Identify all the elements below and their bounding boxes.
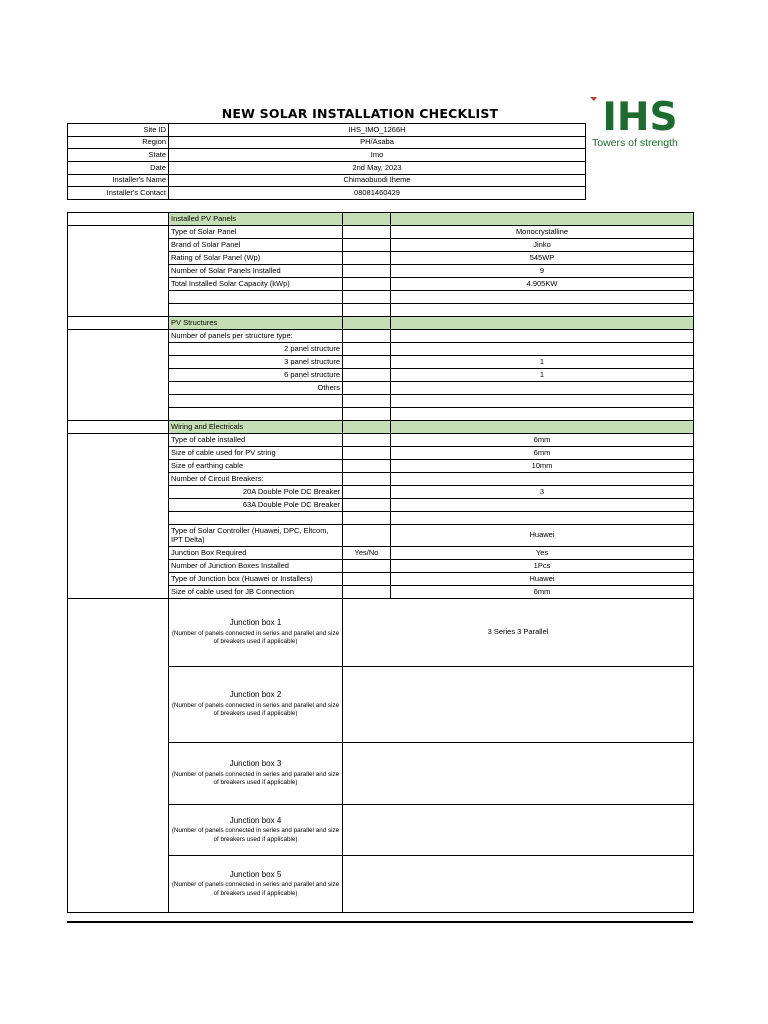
three-panel-structure-label: 3 panel structure xyxy=(169,356,343,369)
junction-box-2-label xyxy=(169,667,343,743)
panel-brand-label: Brand of Solar Panel xyxy=(169,239,343,252)
earthing-cable-value: 10mm xyxy=(391,460,694,473)
junction-box-note: (Number of panels connected in series and parallel and size of breakers used if applicable) xyxy=(171,629,340,646)
jb-count-value: 1Pcs xyxy=(391,560,694,573)
solar-controller-label: Type of Solar Controller (Huawei, DPC, Eltcom, IPT Delta) xyxy=(169,525,343,547)
installer-name-value: Chimaobuodi Iheme xyxy=(169,174,586,187)
panel-capacity-value: 4.905KW xyxy=(391,278,694,291)
six-panel-structure-value: 1 xyxy=(391,369,694,382)
pv-panels-header: Installed PV Panels xyxy=(169,213,343,226)
jb-required-hint: Yes/No xyxy=(343,547,391,560)
breaker-20a-label: 20A Double Pole DC Breaker xyxy=(169,486,343,499)
site-info-table xyxy=(67,123,586,200)
pv-string-cable-value: 6mm xyxy=(391,447,694,460)
junction-box-3-label xyxy=(169,743,343,805)
jb-required-value: Yes xyxy=(391,547,694,560)
breakers-label: Number of Circuit Breakers: xyxy=(169,473,343,486)
other-structure-value xyxy=(391,382,694,395)
state-label: State xyxy=(68,149,169,162)
junction-box-1-label xyxy=(169,599,343,667)
other-structure-label: Others xyxy=(169,382,343,395)
panel-rating-label: Rating of Solar Panel (Wp) xyxy=(169,252,343,265)
two-panel-structure-label: 2 panel structure xyxy=(169,343,343,356)
earthing-cable-label: Size of earthing cable xyxy=(169,460,343,473)
table-row xyxy=(68,174,586,187)
pv-string-cable-label: Size of cable used for PV string xyxy=(169,447,343,460)
section-header-pv-panels xyxy=(68,213,694,226)
panel-capacity-label: Total Installed Solar Capacity (kWp) xyxy=(169,278,343,291)
site-id-value: IHS_IMO_1266H xyxy=(169,124,586,137)
section-header-pv-structures xyxy=(68,317,694,330)
installer-contact-label: Installer's Contact xyxy=(68,187,169,200)
table-row xyxy=(68,187,586,200)
panel-type-value: Monocrystalline xyxy=(391,226,694,239)
panel-rating-value: 545WP xyxy=(391,252,694,265)
two-panel-structure-value xyxy=(391,343,694,356)
jb-type-label: Type of Junction box (Huawei or Installers) xyxy=(169,573,343,586)
region-value: PH/Asaba xyxy=(169,136,586,149)
table-row xyxy=(68,149,586,162)
bottom-divider xyxy=(67,921,693,923)
ihs-logo-icon xyxy=(588,96,692,136)
jb-count-label: Number of Junction Boxes Installed xyxy=(169,560,343,573)
breaker-20a-value: 3 xyxy=(391,486,694,499)
junction-box-title: Junction box 4 xyxy=(229,815,282,825)
svg-text:IHS: IHS xyxy=(602,96,678,136)
table-row xyxy=(68,124,586,137)
section-side-cell xyxy=(68,330,169,421)
junction-box-3-value xyxy=(343,743,694,805)
solar-controller-value: Huawei xyxy=(391,525,694,547)
installer-name-label: Installer's Name xyxy=(68,174,169,187)
header-fill-cell xyxy=(343,213,391,226)
date-value: 2nd May, 2023 xyxy=(169,162,586,175)
state-value: Imo xyxy=(169,149,586,162)
pv-structures-header: PV Structures xyxy=(169,317,343,330)
structures-intro-label: Number of panels per structure type: xyxy=(169,330,343,343)
checklist-table xyxy=(67,212,694,913)
junction-box-title: Junction box 5 xyxy=(229,869,282,879)
junction-box-5-label xyxy=(169,856,343,913)
header-fill-cell xyxy=(391,213,694,226)
cable-type-label: Type of cable installed xyxy=(169,434,343,447)
region-label: Region xyxy=(68,136,169,149)
jb-cable-label: Size of cable used for JB Connection xyxy=(169,586,343,599)
installer-contact-value: 08081460429 xyxy=(169,187,586,200)
jb-required-label: Junction Box Required xyxy=(169,547,343,560)
breaker-63a-value xyxy=(391,499,694,512)
junction-box-5-value xyxy=(343,856,694,913)
junction-box-4-value xyxy=(343,805,694,856)
junction-box-title: Junction box 2 xyxy=(229,690,282,700)
section-side-cell xyxy=(68,317,169,330)
junction-box-title: Junction box 3 xyxy=(229,759,282,769)
section-side-cell xyxy=(68,226,169,317)
three-panel-structure-value: 1 xyxy=(391,356,694,369)
section-side-cell xyxy=(68,213,169,226)
six-panel-structure-label: 6 panel structure xyxy=(169,369,343,382)
junction-box-4-label xyxy=(169,805,343,856)
junction-box-2-value xyxy=(343,667,694,743)
junction-box-title: Junction box 1 xyxy=(229,618,282,628)
table-row xyxy=(68,226,694,239)
section-side-cell xyxy=(68,421,169,434)
junction-box-1-value: 3 Series 3 Parallel xyxy=(343,599,694,667)
jb-type-value: Huawei xyxy=(391,573,694,586)
site-id-label: Site ID xyxy=(68,124,169,137)
table-row xyxy=(68,136,586,149)
section-side-cell xyxy=(68,599,169,913)
date-label: Date xyxy=(68,162,169,175)
junction-box-note: (Number of panels connected in series and parallel and size of breakers used if applicable) xyxy=(171,881,340,897)
panel-count-value: 9 xyxy=(391,265,694,278)
panel-brand-value: Jinko xyxy=(391,239,694,252)
page-title: NEW SOLAR INSTALLATION CHECKLIST xyxy=(221,106,499,121)
junction-box-note: (Number of panels connected in series and parallel and size of breakers used if applicable) xyxy=(171,701,340,718)
table-row xyxy=(68,330,694,343)
panel-type-label: Type of Solar Panel xyxy=(169,226,343,239)
panel-count-label: Number of Solar Panels Installed xyxy=(169,265,343,278)
junction-box-note: (Number of panels connected in series and parallel and size of breakers used if applicable) xyxy=(171,827,340,843)
section-header-wiring xyxy=(68,421,694,434)
junction-box-note: (Number of panels connected in series and parallel and size of breakers used if applicable) xyxy=(171,770,340,787)
ihs-logo xyxy=(588,96,694,154)
table-row xyxy=(68,434,694,447)
breaker-63a-label: 63A Double Pole DC Breaker xyxy=(169,499,343,512)
cable-type-value: 6mm xyxy=(391,434,694,447)
section-side-cell xyxy=(68,434,169,599)
junction-box-row xyxy=(68,599,694,667)
logo-tagline: Towers of strength xyxy=(592,137,678,149)
jb-cable-value: 6mm xyxy=(391,586,694,599)
wiring-header: Wiring and Electricals xyxy=(169,421,343,434)
table-row xyxy=(68,162,586,175)
